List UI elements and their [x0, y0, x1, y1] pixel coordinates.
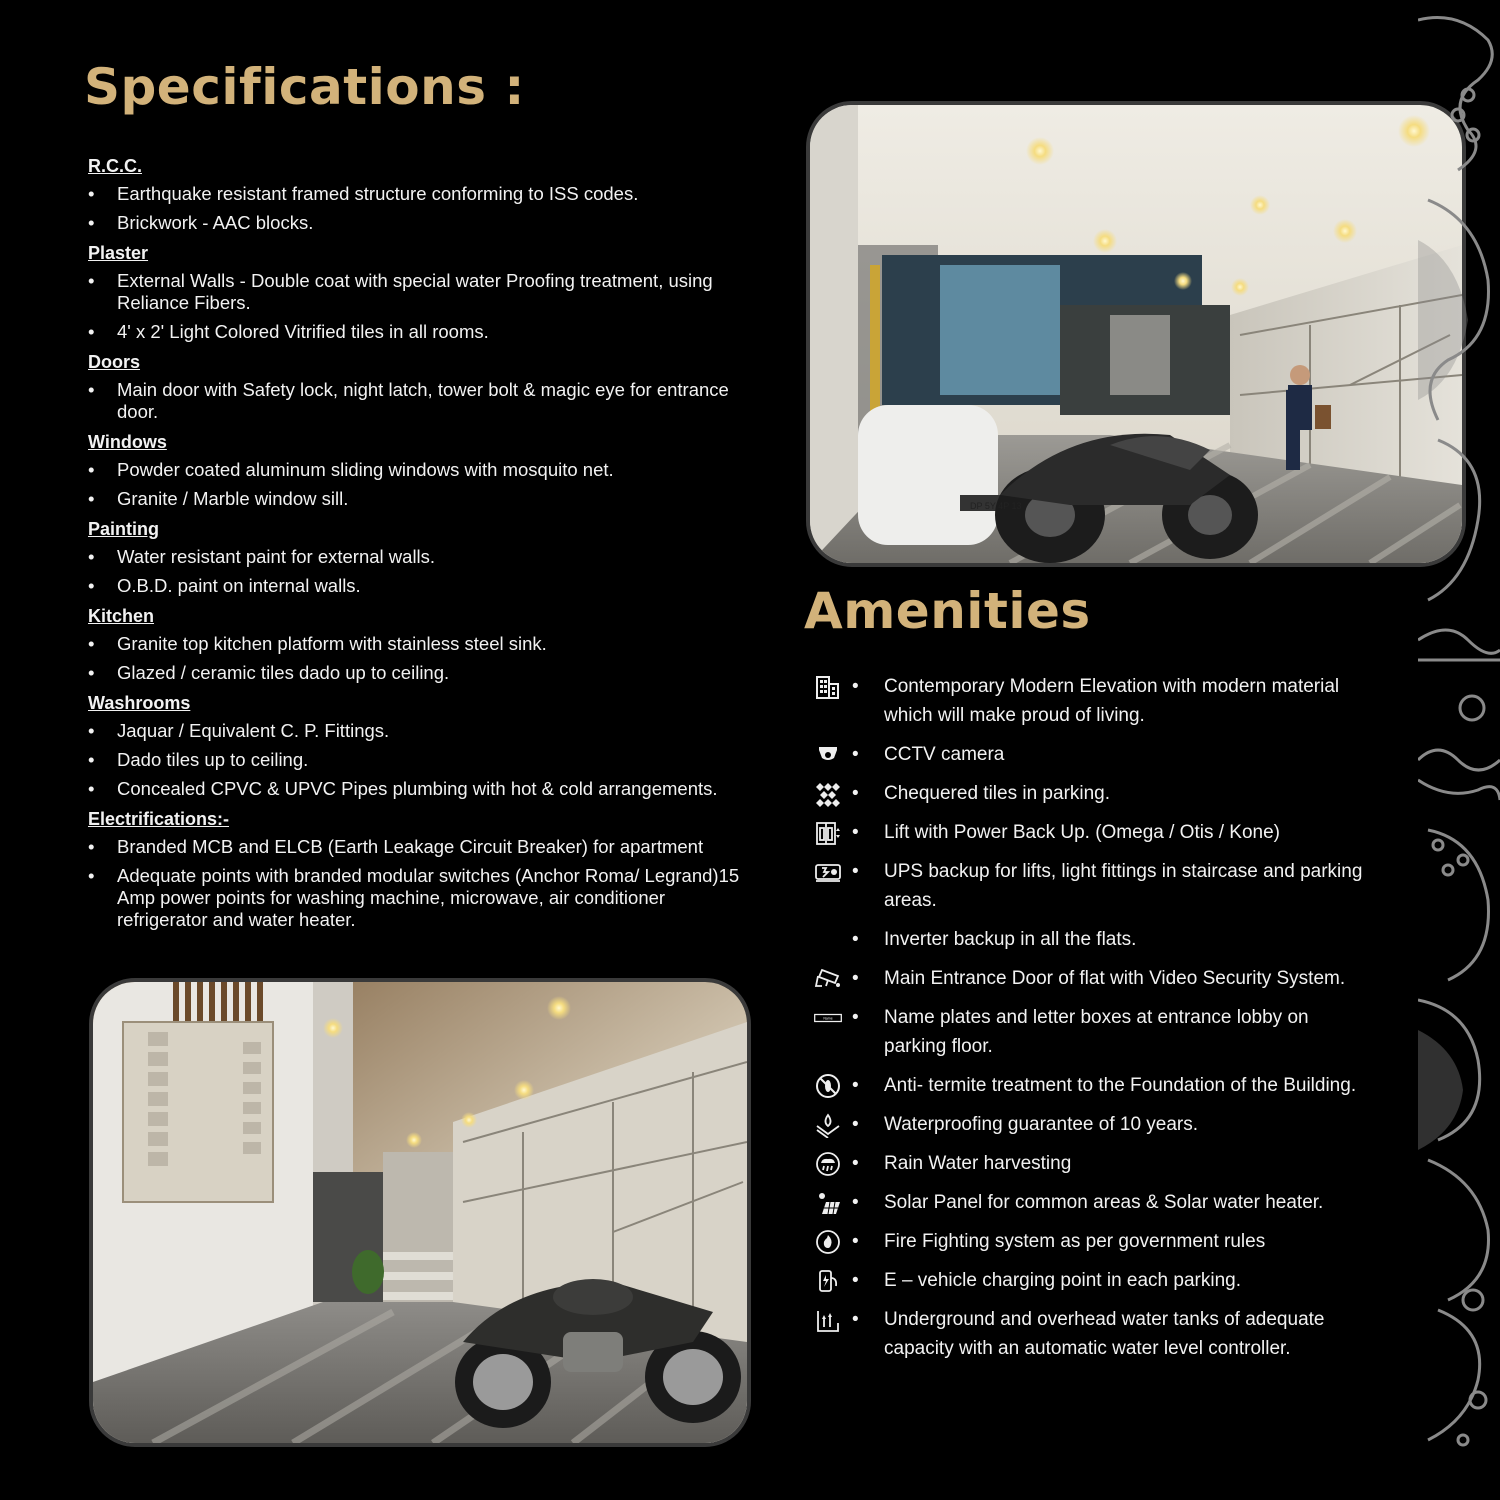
bullet-icon: • [852, 968, 859, 989]
amenity-text: Main Entrance Door of flat with Video Security System. [884, 968, 1346, 989]
amenity-item [808, 1149, 1368, 1178]
spec-section-heading: Windows [88, 432, 167, 452]
amenity-text: UPS backup for lifts, light fittings in staircase and parking areas. [884, 861, 1363, 911]
fire-fighting-icon [808, 1227, 848, 1256]
amenity-item [808, 1110, 1368, 1139]
amenity-text: Lift with Power Back Up. (Omega / Otis / Kone) [884, 822, 1280, 843]
spec-list-item [88, 488, 748, 510]
bullet-icon: • [88, 321, 95, 342]
spec-item-text: Water resistant paint for external walls. [117, 546, 436, 567]
spec-list-item [88, 459, 748, 481]
amenity-item [808, 1266, 1368, 1295]
bullet-icon: • [852, 1309, 859, 1330]
spec-item-text: 4' x 2' Light Colored Vitrified tiles in all rooms. [117, 321, 489, 342]
spec-item-text: Granite top kitchen platform with stainless steel sink. [117, 633, 547, 654]
rain-water-icon [808, 1149, 848, 1178]
spec-section-heading: Kitchen [88, 606, 155, 626]
bullet-icon: • [852, 1007, 859, 1028]
spec-section-heading: Washrooms [88, 693, 191, 713]
amenity-item [808, 1071, 1368, 1100]
amenity-item [808, 1003, 1368, 1061]
amenity-text: Fire Fighting system as per government rules [884, 1231, 1266, 1252]
bullet-icon: • [852, 1270, 859, 1291]
bullet-icon: • [852, 1075, 859, 1096]
no-termite-icon [808, 1071, 848, 1100]
bullet-icon: • [852, 861, 859, 882]
amenity-text: Solar Panel for common areas & Solar water heater. [884, 1192, 1324, 1213]
spec-list-item [88, 379, 748, 423]
amenity-item [808, 740, 1368, 769]
amenity-text: E – vehicle charging point in each parking. [884, 1270, 1242, 1291]
ev-charging-icon [808, 1266, 848, 1295]
waterproofing-icon [808, 1110, 848, 1139]
spec-item-text: External Walls - Double coat with special water Proofing treatment, using Reliance Fibers. [117, 270, 713, 313]
spec-section-heading: Doors [88, 352, 141, 372]
bullet-icon: • [88, 379, 95, 400]
spec-list-item [88, 778, 748, 800]
bullet-icon: • [88, 270, 95, 291]
amenity-item [808, 818, 1368, 847]
spec-list-item [88, 836, 748, 858]
bullet-icon: • [88, 865, 95, 886]
parking-lobby-photo-top [806, 101, 1466, 567]
spec-list-item [88, 321, 748, 343]
bullet-icon: • [88, 459, 95, 480]
bullet-icon: • [88, 778, 95, 799]
spec-item-text: O.B.D. paint on internal walls. [117, 575, 361, 596]
spec-list-item [88, 212, 748, 234]
amenity-text: Rain Water harvesting [884, 1153, 1072, 1174]
bullet-icon: • [852, 1231, 859, 1252]
bullet-icon: • [852, 1153, 859, 1174]
spec-item-text: Dado tiles up to ceiling. [117, 749, 309, 770]
tiles-icon [808, 779, 848, 808]
amenity-item [808, 672, 1368, 730]
ornamental-border [1418, 0, 1500, 1500]
cctv-camera-icon [808, 740, 848, 769]
spec-list-item [88, 546, 748, 568]
spec-list-item [88, 183, 748, 205]
amenity-text: Inverter backup in all the flats. [884, 929, 1137, 950]
amenity-text: Waterproofing guarantee of 10 years. [884, 1114, 1199, 1135]
amenity-text: Contemporary Modern Elevation with modern material which will make proud of living. [884, 676, 1340, 726]
elevator-icon [808, 818, 848, 847]
water-tank-icon [808, 1305, 848, 1334]
specifications-title: Specifications : [84, 58, 525, 116]
spec-list-item [88, 575, 748, 597]
generator-icon [808, 857, 848, 886]
bullet-icon: • [88, 212, 95, 233]
amenity-text: Anti- termite treatment to the Foundation of the Building. [884, 1075, 1357, 1096]
amenity-item [808, 964, 1368, 993]
spec-item-text: Earthquake resistant framed structure conforming to ISS codes. [117, 183, 639, 204]
specifications-list [88, 154, 748, 938]
spec-section-heading: Painting [88, 519, 159, 539]
spec-list-item [88, 662, 748, 684]
amenity-item [808, 925, 1368, 954]
bullet-icon: • [852, 822, 859, 843]
name-plate-label: Name [823, 1016, 833, 1021]
bullet-icon: • [88, 488, 95, 509]
amenity-icon-empty [808, 925, 848, 954]
amenity-text: Name plates and letter boxes at entrance lobby on parking floor. [884, 1007, 1309, 1057]
security-camera-icon [808, 964, 848, 993]
amenity-item [808, 779, 1368, 808]
bullet-icon: • [852, 676, 859, 697]
spec-list-item [88, 720, 748, 742]
amenity-text: CCTV camera [884, 744, 1005, 765]
bullet-icon: • [88, 749, 95, 770]
spec-list-item [88, 865, 748, 931]
bullet-icon: • [88, 546, 95, 567]
amenity-text: Underground and overhead water tanks of adequate capacity with an automatic water level controller. [884, 1309, 1325, 1359]
spec-item-text: Concealed CPVC & UPVC Pipes plumbing with hot & cold arrangements. [117, 778, 718, 799]
bullet-icon: • [852, 783, 859, 804]
bullet-icon: • [852, 1114, 859, 1135]
bullet-icon: • [88, 575, 95, 596]
spec-list-item [88, 633, 748, 655]
bullet-icon: • [88, 720, 95, 741]
spec-section-heading: R.C.C. [88, 156, 142, 176]
spec-list-item [88, 749, 748, 771]
spec-item-text: Adequate points with branded modular switches (Anchor Roma/ Legrand)15 Amp power points for washing machine, microwave, air conditioner refrigerator and water heater. [117, 865, 740, 930]
bullet-icon: • [852, 1192, 859, 1213]
amenity-item [808, 1305, 1368, 1363]
parking-lobby-photo-bottom [89, 978, 751, 1447]
spec-item-text: Granite / Marble window sill. [117, 488, 349, 509]
name-plate-icon [808, 1003, 848, 1032]
amenity-item [808, 857, 1368, 915]
plate-text: DP 5Y 4P 13 [970, 501, 1022, 511]
spec-section-heading: Electrifications:- [88, 809, 230, 829]
bullet-icon: • [88, 836, 95, 857]
bullet-icon: • [88, 633, 95, 654]
bullet-icon: • [88, 183, 95, 204]
amenities-title: Amenities [804, 582, 1091, 640]
spec-item-text: Powder coated aluminum sliding windows with mosquito net. [117, 459, 614, 480]
bullet-icon: • [852, 929, 859, 950]
spec-section-heading: Plaster [88, 243, 149, 263]
solar-panel-icon [808, 1188, 848, 1217]
spec-list-item [88, 270, 748, 314]
spec-item-text: Brickwork - AAC blocks. [117, 212, 314, 233]
building-icon [808, 672, 848, 701]
bullet-icon: • [852, 744, 859, 765]
spec-item-text: Glazed / ceramic tiles dado up to ceiling. [117, 662, 450, 683]
amenity-item [808, 1227, 1368, 1256]
amenity-item [808, 1188, 1368, 1217]
spec-item-text: Main door with Safety lock, night latch, tower bolt & magic eye for entrance door. [117, 379, 729, 422]
spec-item-text: Jaquar / Equivalent C. P. Fittings. [117, 720, 390, 741]
bullet-icon: • [88, 662, 95, 683]
amenities-list [808, 672, 1368, 1373]
amenity-text: Chequered tiles in parking. [884, 783, 1111, 804]
spec-item-text: Branded MCB and ELCB (Earth Leakage Circuit Breaker) for apartment [117, 836, 704, 857]
